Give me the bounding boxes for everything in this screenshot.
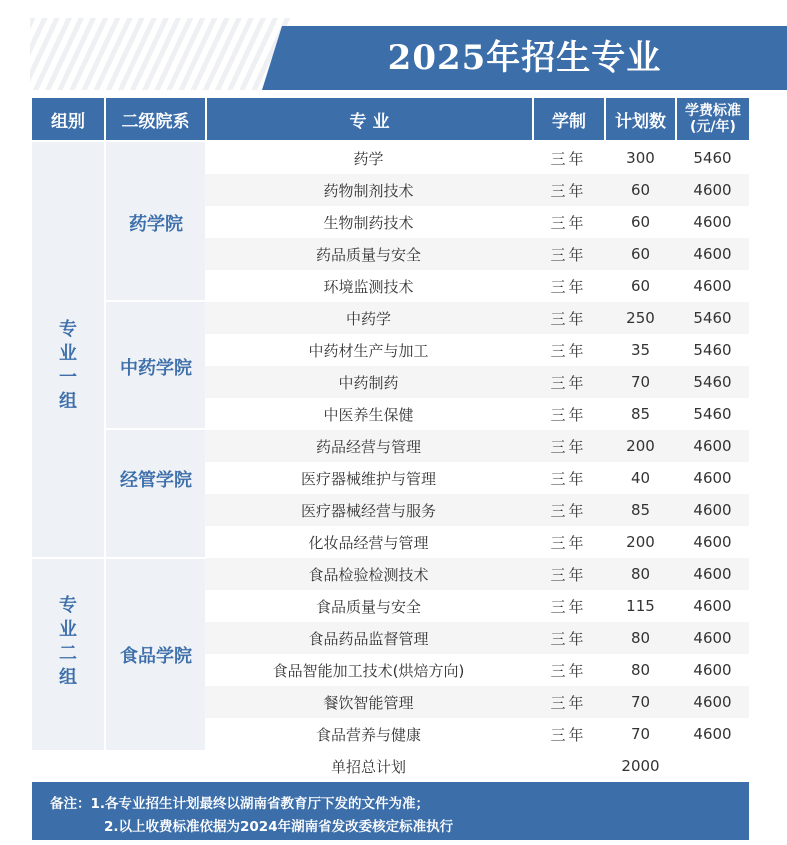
fee-cell: 4600 — [693, 437, 732, 455]
school-label-management: 经管学院 — [120, 470, 192, 491]
header-school: 二级院系 — [106, 98, 205, 140]
years-cell: 三年 — [550, 437, 587, 456]
table-row — [205, 526, 749, 558]
major-cell: 医疗器械经营与服务 — [300, 501, 436, 520]
years-cell: 三年 — [550, 693, 587, 712]
plan-cell: 60 — [630, 213, 651, 231]
note-line-2: 2.以上收费标准依据为2024年湖南省发改委核定标准执行 — [104, 819, 454, 835]
total-row — [205, 750, 749, 782]
plan-cell: 85 — [630, 501, 651, 519]
page-title: 2025年招生专业 — [387, 38, 662, 78]
years-cell: 三年 — [550, 629, 587, 648]
notes-box — [32, 782, 749, 840]
school-cell-3 — [106, 430, 205, 557]
plan-cell: 70 — [630, 373, 651, 391]
plan-cell: 60 — [630, 245, 651, 263]
table-row — [205, 238, 749, 270]
fee-cell: 4600 — [693, 277, 732, 295]
major-cell: 食品营养与健康 — [315, 725, 421, 744]
major-cell: 药学 — [353, 149, 384, 168]
group-label-2: 专 业 二 组 — [59, 595, 77, 688]
major-cell: 食品药品监督管理 — [308, 629, 429, 648]
years-cell: 三年 — [550, 533, 587, 552]
years-cell: 三年 — [550, 213, 587, 232]
header-group: 组别 — [32, 98, 104, 140]
plan-cell: 40 — [630, 469, 651, 487]
total-label: 单招总计划 — [330, 757, 406, 776]
major-cell: 医疗器械维护与管理 — [300, 469, 436, 488]
fee-cell: 4600 — [693, 213, 732, 231]
decorative-stripes — [30, 18, 290, 90]
major-cell: 中药学 — [345, 309, 391, 328]
plan-cell: 70 — [630, 693, 651, 711]
plan-cell: 60 — [630, 181, 651, 199]
fee-cell: 5460 — [693, 309, 732, 327]
table-row — [205, 174, 749, 206]
fee-cell: 4600 — [693, 725, 732, 743]
fee-cell: 4600 — [693, 501, 732, 519]
fee-cell: 5460 — [693, 405, 732, 423]
plan-cell: 200 — [626, 437, 655, 455]
note-line-1: 备注：1.各专业招生计划最终以湖南省教育厅下发的文件为准； — [50, 796, 430, 812]
header-major: 专 业 — [207, 98, 532, 140]
major-cell: 食品智能加工技术(烘焙方向) — [272, 661, 465, 680]
years-cell: 三年 — [550, 373, 587, 392]
table-row — [205, 270, 749, 302]
fee-cell: 4600 — [693, 693, 732, 711]
major-cell: 药品质量与安全 — [315, 245, 421, 264]
fee-cell: 5460 — [693, 373, 732, 391]
table-row — [205, 430, 749, 462]
table-row — [205, 494, 749, 526]
years-cell: 三年 — [550, 565, 587, 584]
plan-cell: 115 — [626, 597, 655, 615]
group-label-1: 专 业 一 组 — [59, 319, 77, 412]
plan-cell: 80 — [630, 565, 651, 583]
header-fee-line2: (元/年) — [690, 119, 736, 135]
plan-cell: 70 — [630, 725, 651, 743]
school-label-pharmacy: 药学院 — [129, 214, 183, 235]
years-cell: 三年 — [550, 501, 587, 520]
major-cell: 化妆品经营与管理 — [308, 533, 429, 552]
major-cell: 药品经营与管理 — [315, 437, 421, 456]
plan-cell: 35 — [630, 341, 651, 359]
table-row — [205, 366, 749, 398]
years-cell: 三年 — [550, 597, 587, 616]
years-cell: 三年 — [550, 309, 587, 328]
table-row — [205, 686, 749, 718]
major-cell: 中药材生产与加工 — [308, 341, 429, 360]
years-cell: 三年 — [550, 277, 587, 296]
table-row — [205, 398, 749, 430]
school-label-food: 食品学院 — [120, 646, 192, 667]
plan-cell: 85 — [630, 405, 651, 423]
plan-cell: 80 — [630, 629, 651, 647]
table-row — [205, 462, 749, 494]
header-fee — [677, 98, 749, 140]
header-plan: 计划数 — [606, 98, 675, 140]
fee-cell: 5460 — [693, 341, 732, 359]
fee-cell: 4600 — [693, 181, 732, 199]
years-cell: 三年 — [550, 149, 587, 168]
fee-cell: 5460 — [693, 149, 732, 167]
fee-cell: 4600 — [693, 597, 732, 615]
major-cell: 生物制药技术 — [323, 213, 414, 232]
table-row — [205, 654, 749, 686]
major-cell: 中药制药 — [338, 373, 399, 392]
plan-cell: 300 — [626, 149, 655, 167]
table-row — [205, 142, 749, 174]
header-fee-line1: 学费标准 — [685, 103, 741, 119]
plan-cell: 200 — [626, 533, 655, 551]
table-row — [205, 206, 749, 238]
years-cell: 三年 — [550, 469, 587, 488]
major-cell: 餐饮智能管理 — [323, 693, 414, 712]
table-row — [205, 334, 749, 366]
table-row — [205, 622, 749, 654]
header-years: 学制 — [534, 98, 604, 140]
fee-cell: 4600 — [693, 629, 732, 647]
years-cell: 三年 — [550, 405, 587, 424]
major-cell: 药物制剂技术 — [323, 181, 414, 200]
table-row — [205, 558, 749, 590]
total-value: 2000 — [621, 757, 660, 775]
major-cell: 食品质量与安全 — [315, 597, 421, 616]
years-cell: 三年 — [550, 341, 587, 360]
fee-cell: 4600 — [693, 565, 732, 583]
plan-cell: 250 — [626, 309, 655, 327]
plan-cell: 60 — [630, 277, 651, 295]
years-cell: 三年 — [550, 661, 587, 680]
years-cell: 三年 — [550, 725, 587, 744]
years-cell: 三年 — [550, 181, 587, 200]
major-cell: 环境监测技术 — [323, 277, 414, 296]
years-cell: 三年 — [550, 245, 587, 264]
plan-cell: 80 — [630, 661, 651, 679]
major-cell: 食品检验检测技术 — [308, 565, 429, 584]
table-row — [205, 302, 749, 334]
major-cell: 中医养生保健 — [323, 405, 414, 424]
school-label-tcm: 中药学院 — [120, 358, 192, 379]
fee-cell: 4600 — [693, 533, 732, 551]
table-row — [205, 590, 749, 622]
fee-cell: 4600 — [693, 469, 732, 487]
table-row — [205, 718, 749, 750]
fee-cell: 4600 — [693, 661, 732, 679]
fee-cell: 4600 — [693, 245, 732, 263]
